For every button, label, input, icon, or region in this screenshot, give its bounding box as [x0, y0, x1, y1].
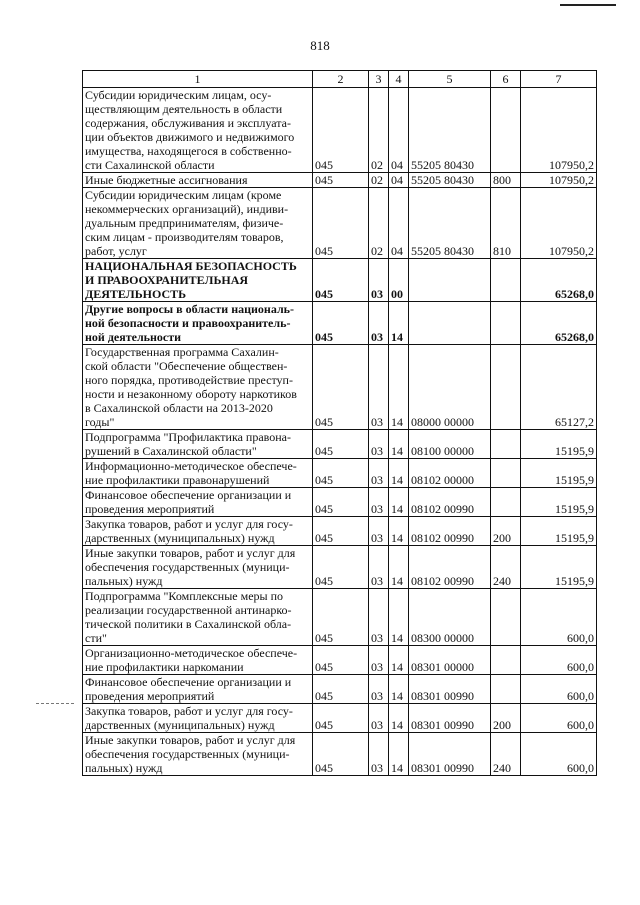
section-code-cell: 02	[369, 173, 389, 188]
column-header-5: 5	[409, 71, 491, 88]
row-name-line: содержания, обслуживания и эксплуата-	[85, 116, 291, 130]
row-name-line: Подпрограмма "Профилактика правона-	[85, 430, 291, 444]
expense-type-cell	[491, 430, 521, 459]
row-name-line: Закупка товаров, работ и услуг для госу-	[85, 517, 293, 531]
row-name-line: Закупка товаров, работ и услуг для госу-	[85, 704, 293, 718]
row-name-cell	[83, 589, 313, 646]
table-row	[83, 517, 597, 546]
target-article-cell: 08300 00000	[409, 589, 491, 646]
row-name-line: Подпрограмма "Комплексные меры по	[85, 589, 284, 603]
table-header-row	[83, 71, 597, 88]
ministry-code-cell: 045	[313, 430, 369, 459]
table-row	[83, 345, 597, 430]
row-name-line: дарственных (муниципальных) нужд	[85, 531, 275, 545]
amount-cell: 107950,2	[521, 173, 597, 188]
expense-type-cell	[491, 488, 521, 517]
subsection-code-cell: 04	[389, 88, 409, 173]
expense-type-cell	[491, 302, 521, 345]
table-row	[83, 646, 597, 675]
row-name-cell	[83, 517, 313, 546]
amount-cell: 600,0	[521, 675, 597, 704]
target-article-cell: 08102 00990	[409, 488, 491, 517]
section-code-cell: 03	[369, 345, 389, 430]
expense-type-cell: 240	[491, 733, 521, 776]
section-code-cell: 03	[369, 704, 389, 733]
row-name-cell	[83, 546, 313, 589]
expense-type-cell	[491, 646, 521, 675]
ministry-code-cell: 045	[313, 259, 369, 302]
row-name-line: дуальным предпринимателям, физиче-	[85, 216, 284, 230]
ministry-code-cell: 045	[313, 88, 369, 173]
row-name-line: работ, услуг	[85, 244, 147, 258]
subsection-code-cell: 14	[389, 546, 409, 589]
subsection-code-cell: 14	[389, 704, 409, 733]
row-name-cell	[83, 646, 313, 675]
target-article-cell	[409, 259, 491, 302]
row-name-cell	[83, 188, 313, 259]
row-name-cell	[83, 459, 313, 488]
row-name-cell	[83, 345, 313, 430]
table-row	[83, 302, 597, 345]
ministry-code-cell: 045	[313, 188, 369, 259]
row-name-line: дарственных (муниципальных) нужд	[85, 718, 275, 732]
table-row	[83, 488, 597, 517]
row-name-cell	[83, 488, 313, 517]
row-name-line: ДЕЯТЕЛЬНОСТЬ	[85, 287, 187, 301]
row-name-line: ции объектов движимого и недвижимого	[85, 130, 295, 144]
subsection-code-cell: 14	[389, 733, 409, 776]
margin-mark	[36, 703, 74, 704]
row-name-line: Иные закупки товаров, работ и услуг для	[85, 733, 296, 747]
row-name-line: тической политики в Сахалинской обла-	[85, 617, 292, 631]
row-name-cell	[83, 259, 313, 302]
ministry-code-cell: 045	[313, 302, 369, 345]
row-name-line: ности и незаконному обороту наркотиков	[85, 387, 297, 401]
ministry-code-cell: 045	[313, 517, 369, 546]
amount-cell: 107950,2	[521, 188, 597, 259]
target-article-cell: 08301 00000	[409, 646, 491, 675]
amount-cell: 600,0	[521, 704, 597, 733]
section-code-cell: 03	[369, 733, 389, 776]
target-article-cell: 08102 00000	[409, 459, 491, 488]
section-code-cell: 03	[369, 259, 389, 302]
amount-cell: 15195,9	[521, 517, 597, 546]
subsection-code-cell: 14	[389, 459, 409, 488]
column-header-4: 4	[389, 71, 409, 88]
row-name-line: сти"	[85, 631, 107, 645]
subsection-code-cell: 14	[389, 302, 409, 345]
target-article-cell: 08000 00000	[409, 345, 491, 430]
row-name-cell	[83, 733, 313, 776]
subsection-code-cell: 14	[389, 589, 409, 646]
row-name-line: имущества, находящегося в собственно-	[85, 144, 292, 158]
amount-cell: 65127,2	[521, 345, 597, 430]
ministry-code-cell: 045	[313, 345, 369, 430]
expense-type-cell	[491, 88, 521, 173]
row-name-line: годы"	[85, 415, 115, 429]
expense-type-cell	[491, 345, 521, 430]
column-header-2: 2	[313, 71, 369, 88]
expense-type-cell: 200	[491, 704, 521, 733]
subsection-code-cell: 14	[389, 517, 409, 546]
ministry-code-cell: 045	[313, 173, 369, 188]
row-name-cell	[83, 675, 313, 704]
ministry-code-cell: 045	[313, 675, 369, 704]
top-rule	[560, 4, 616, 6]
target-article-cell: 55205 80430	[409, 88, 491, 173]
amount-cell: 107950,2	[521, 88, 597, 173]
row-name-cell	[83, 173, 313, 188]
table-row	[83, 704, 597, 733]
expense-type-cell: 800	[491, 173, 521, 188]
row-name-line: Организационно-методическое обеспече-	[85, 646, 298, 660]
table-row	[83, 459, 597, 488]
table-row	[83, 88, 597, 173]
amount-cell: 65268,0	[521, 259, 597, 302]
table-row	[83, 675, 597, 704]
page-number: 818	[310, 38, 330, 53]
expense-type-cell: 810	[491, 188, 521, 259]
row-name-line: реализации государственной антинарко-	[85, 603, 292, 617]
row-name-line: ской области "Обеспечение обществен-	[85, 359, 288, 373]
amount-cell: 600,0	[521, 589, 597, 646]
row-name-line: пальных) нужд	[85, 574, 163, 588]
row-name-line: обеспечения государственных (муници-	[85, 560, 290, 574]
table-row	[83, 430, 597, 459]
expense-type-cell: 240	[491, 546, 521, 589]
ministry-code-cell: 045	[313, 488, 369, 517]
expense-type-cell	[491, 589, 521, 646]
ministry-code-cell: 045	[313, 589, 369, 646]
expense-type-cell	[491, 259, 521, 302]
ministry-code-cell: 045	[313, 459, 369, 488]
subsection-code-cell: 14	[389, 646, 409, 675]
amount-cell: 15195,9	[521, 546, 597, 589]
row-name-cell	[83, 88, 313, 173]
ministry-code-cell: 045	[313, 646, 369, 675]
row-name-line: в Сахалинской области на 2013-2020	[85, 401, 273, 415]
subsection-code-cell: 04	[389, 188, 409, 259]
table-row	[83, 546, 597, 589]
table-row	[83, 733, 597, 776]
table-row	[83, 589, 597, 646]
ministry-code-cell: 045	[313, 733, 369, 776]
amount-cell: 600,0	[521, 733, 597, 776]
row-name-line: Субсидии юридическим лицам (кроме	[85, 188, 282, 202]
target-article-cell: 08301 00990	[409, 733, 491, 776]
amount-cell: 65268,0	[521, 302, 597, 345]
row-name-line: обеспечения государственных (муници-	[85, 747, 290, 761]
section-code-cell: 03	[369, 546, 389, 589]
row-name-line: ние профилактики наркомании	[85, 660, 244, 674]
row-name-cell	[83, 302, 313, 345]
column-header-1: 1	[83, 71, 313, 88]
section-code-cell: 03	[369, 459, 389, 488]
section-code-cell: 02	[369, 88, 389, 173]
row-name-line: ной безопасности и правоохранитель-	[85, 316, 291, 330]
ministry-code-cell: 045	[313, 704, 369, 733]
table-row	[83, 259, 597, 302]
row-name-line: пальных) нужд	[85, 761, 163, 775]
row-name-line: рушений в Сахалинской области"	[85, 444, 257, 458]
row-name-line: некоммерческих организаций), индиви-	[85, 202, 289, 216]
target-article-cell: 55205 80430	[409, 173, 491, 188]
section-code-cell: 03	[369, 589, 389, 646]
column-header-3: 3	[369, 71, 389, 88]
row-name-line: Другие вопросы в области националь-	[85, 302, 295, 316]
row-name-line: ние профилактики правонарушений	[85, 473, 270, 487]
subsection-code-cell: 04	[389, 173, 409, 188]
row-name-line: сти Сахалинской области	[85, 158, 215, 172]
budget-table	[82, 70, 597, 776]
row-name-line: проведения мероприятий	[85, 502, 215, 516]
target-article-cell: 55205 80430	[409, 188, 491, 259]
target-article-cell: 08301 00990	[409, 704, 491, 733]
section-code-cell: 03	[369, 675, 389, 704]
table-row	[83, 188, 597, 259]
subsection-code-cell: 00	[389, 259, 409, 302]
row-name-line: НАЦИОНАЛЬНАЯ БЕЗОПАСНОСТЬ	[85, 259, 297, 273]
target-article-cell	[409, 302, 491, 345]
column-header-7: 7	[521, 71, 597, 88]
target-article-cell: 08102 00990	[409, 517, 491, 546]
subsection-code-cell: 14	[389, 675, 409, 704]
amount-cell: 15195,9	[521, 488, 597, 517]
row-name-line: Субсидии юридическим лицам, осу-	[85, 88, 272, 102]
subsection-code-cell: 14	[389, 345, 409, 430]
section-code-cell: 03	[369, 302, 389, 345]
expense-type-cell	[491, 459, 521, 488]
row-name-line: Иные закупки товаров, работ и услуг для	[85, 546, 296, 560]
subsection-code-cell: 14	[389, 488, 409, 517]
row-name-line: ществляющим деятельность в области	[85, 102, 283, 116]
subsection-code-cell: 14	[389, 430, 409, 459]
section-code-cell: 03	[369, 430, 389, 459]
row-name-line: Финансовое обеспечение организации и	[85, 488, 292, 502]
table-row	[83, 173, 597, 188]
row-name-line: Иные бюджетные ассигнования	[85, 173, 248, 187]
target-article-cell: 08100 00000	[409, 430, 491, 459]
row-name-line: ной деятельности	[85, 330, 182, 344]
section-code-cell: 02	[369, 188, 389, 259]
column-header-6: 6	[491, 71, 521, 88]
target-article-cell: 08102 00990	[409, 546, 491, 589]
amount-cell: 15195,9	[521, 430, 597, 459]
row-name-line: проведения мероприятий	[85, 689, 215, 703]
section-code-cell: 03	[369, 646, 389, 675]
ministry-code-cell: 045	[313, 546, 369, 589]
target-article-cell: 08301 00990	[409, 675, 491, 704]
expense-type-cell	[491, 675, 521, 704]
row-name-line: Информационно-методическое обеспече-	[85, 459, 297, 473]
section-code-cell: 03	[369, 517, 389, 546]
row-name-line: ного порядка, противодействие преступ-	[85, 373, 293, 387]
section-code-cell: 03	[369, 488, 389, 517]
row-name-cell	[83, 430, 313, 459]
row-name-line: ским лицам - производителям товаров,	[85, 230, 284, 244]
row-name-line: Финансовое обеспечение организации и	[85, 675, 292, 689]
amount-cell: 15195,9	[521, 459, 597, 488]
row-name-cell	[83, 704, 313, 733]
row-name-line: И ПРАВООХРАНИТЕЛЬНАЯ	[85, 273, 249, 287]
expense-type-cell: 200	[491, 517, 521, 546]
row-name-line: Государственная программа Сахалин-	[85, 345, 279, 359]
amount-cell: 600,0	[521, 646, 597, 675]
